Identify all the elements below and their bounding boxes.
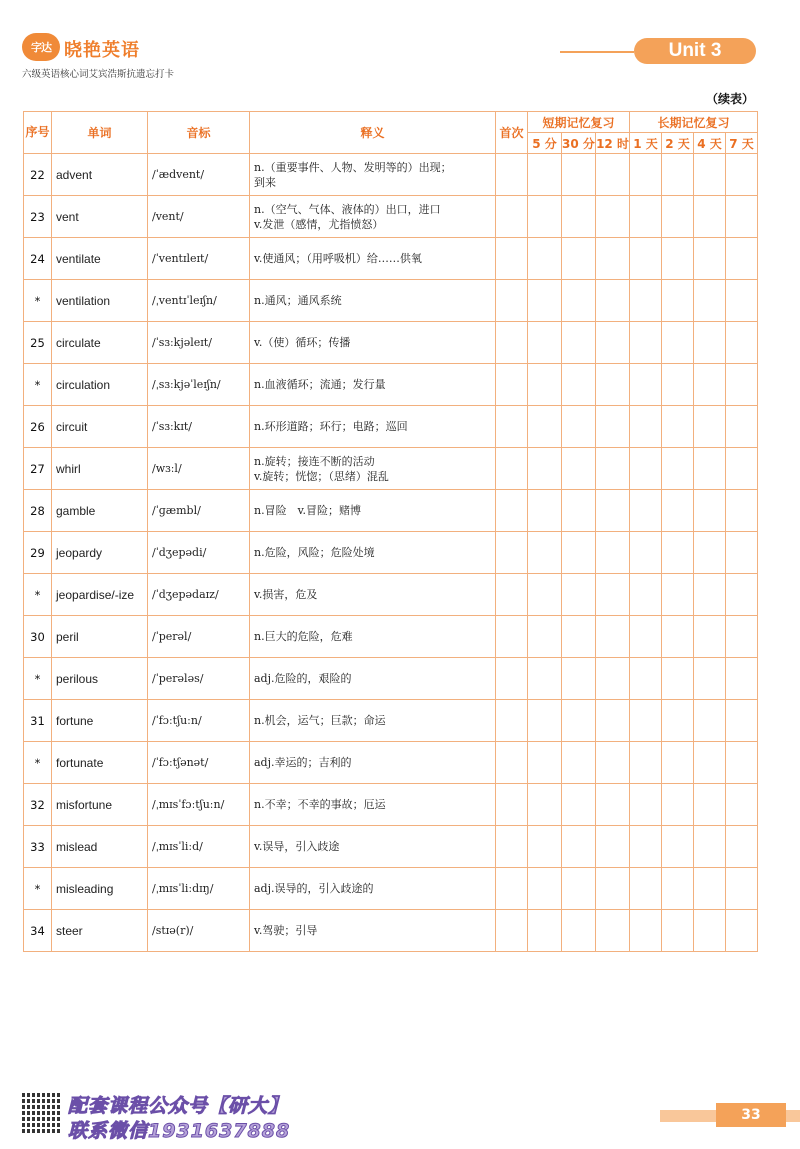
review-checkbox-cell[interactable] (528, 784, 562, 826)
header-short-col: 30 分 (562, 133, 596, 154)
row-definition (250, 868, 496, 910)
table-row (24, 784, 758, 826)
review-checkbox-cell[interactable] (596, 742, 630, 784)
review-checkbox-cell[interactable] (726, 364, 758, 406)
review-checkbox-cell[interactable] (662, 700, 694, 742)
review-checkbox-cell[interactable] (726, 448, 758, 490)
row-ipa: /vent/ (148, 196, 250, 238)
page-number: 33 (716, 1103, 786, 1127)
row-definition (250, 826, 496, 868)
row-definition (250, 910, 496, 952)
review-checkbox-cell[interactable] (694, 322, 726, 364)
review-checkbox-cell[interactable] (694, 154, 726, 196)
row-definition (250, 784, 496, 826)
row-word: jeopardise/-ize (52, 574, 148, 616)
header-long-term: 长期记忆复习 (630, 112, 758, 133)
review-checkbox-cell[interactable] (726, 322, 758, 364)
row-definition (250, 574, 496, 616)
table-row (24, 238, 758, 280)
review-checkbox-cell[interactable] (726, 490, 758, 532)
vocab-table (23, 111, 758, 952)
row-word: circulation (52, 364, 148, 406)
row-ipa: /ˈventɪleɪt/ (148, 238, 250, 280)
review-checkbox-cell[interactable] (694, 910, 726, 952)
table-row (24, 574, 758, 616)
review-checkbox-cell[interactable] (726, 742, 758, 784)
row-word: circulate (52, 322, 148, 364)
review-checkbox-cell[interactable] (528, 658, 562, 700)
definition-line: n.冒险 v.冒险；赌博 (254, 504, 361, 517)
review-checkbox-cell[interactable] (596, 322, 630, 364)
review-checkbox-cell[interactable] (528, 490, 562, 532)
review-checkbox-cell[interactable] (694, 700, 726, 742)
table-row (24, 910, 758, 952)
header-first: 首次 (496, 112, 528, 154)
table-row (24, 658, 758, 700)
review-checkbox-cell[interactable] (528, 238, 562, 280)
row-ipa: /ˈɡæmbl/ (148, 490, 250, 532)
review-checkbox-cell[interactable] (630, 826, 662, 868)
review-checkbox-cell[interactable] (726, 196, 758, 238)
review-checkbox-cell[interactable] (528, 322, 562, 364)
row-word: ventilation (52, 280, 148, 322)
review-checkbox-cell[interactable] (528, 910, 562, 952)
row-ipa: /ˈfɔːtʃənət/ (148, 742, 250, 784)
table-row (24, 868, 758, 910)
review-checkbox-cell[interactable] (694, 280, 726, 322)
definition-line: n.通风；通风系统 (254, 294, 342, 307)
row-ipa: /ˌmɪsˈfɔːtʃuːn/ (148, 784, 250, 826)
review-checkbox-cell[interactable] (694, 196, 726, 238)
review-checkbox-cell[interactable] (596, 364, 630, 406)
review-checkbox-cell[interactable] (496, 574, 528, 616)
review-checkbox-cell[interactable] (726, 406, 758, 448)
row-word: vent (52, 196, 148, 238)
review-checkbox-cell[interactable] (496, 322, 528, 364)
brand-name: 晓艳英语 (64, 40, 140, 61)
review-checkbox-cell[interactable] (662, 238, 694, 280)
review-checkbox-cell[interactable] (726, 280, 758, 322)
review-checkbox-cell[interactable] (694, 826, 726, 868)
row-seq: 26 (24, 406, 52, 448)
definition-line: n.机会，运气；巨款；命运 (254, 714, 386, 727)
review-checkbox-cell[interactable] (662, 616, 694, 658)
review-checkbox-cell[interactable] (662, 280, 694, 322)
review-checkbox-cell[interactable] (496, 532, 528, 574)
review-checkbox-cell[interactable] (694, 742, 726, 784)
table-row (24, 196, 758, 238)
definition-line: n.血液循环；流通；发行量 (254, 378, 386, 391)
row-ipa: /stɪə(r)/ (148, 910, 250, 952)
review-checkbox-cell[interactable] (528, 364, 562, 406)
definition-line: v.发泄（感情，尤指愤怒） (254, 217, 384, 231)
review-checkbox-cell[interactable] (662, 490, 694, 532)
review-checkbox-cell[interactable] (596, 574, 630, 616)
row-seq: * (24, 658, 52, 700)
review-checkbox-cell[interactable] (630, 868, 662, 910)
page-subtitle: 六级英语核心词艾宾浩斯抗遗忘打卡 (22, 69, 175, 80)
review-checkbox-cell[interactable] (662, 406, 694, 448)
review-checkbox-cell[interactable] (496, 658, 528, 700)
row-definition (250, 322, 496, 364)
review-checkbox-cell[interactable] (562, 574, 596, 616)
row-ipa: /ˌventɪˈleɪʃn/ (148, 280, 250, 322)
header-short-col: 12 时 (596, 133, 630, 154)
review-checkbox-cell[interactable] (694, 574, 726, 616)
review-checkbox-cell[interactable] (528, 826, 562, 868)
review-checkbox-cell[interactable] (528, 616, 562, 658)
review-checkbox-cell[interactable] (630, 910, 662, 952)
review-checkbox-cell[interactable] (528, 742, 562, 784)
header-long-col: 1 天 (630, 133, 662, 154)
definition-line: n.（空气、气体、液体的）出口，进口 (254, 202, 441, 216)
row-ipa: /ˈsɜːkɪt/ (148, 406, 250, 448)
review-checkbox-cell[interactable] (662, 364, 694, 406)
review-checkbox-cell[interactable] (662, 742, 694, 784)
review-checkbox-cell[interactable] (630, 154, 662, 196)
review-checkbox-cell[interactable] (596, 910, 630, 952)
review-checkbox-cell[interactable] (562, 616, 596, 658)
header-short-col: 5 分 (528, 133, 562, 154)
row-ipa: /ˌmɪsˈliːdɪŋ/ (148, 868, 250, 910)
review-checkbox-cell[interactable] (496, 490, 528, 532)
row-word: jeopardy (52, 532, 148, 574)
review-checkbox-cell[interactable] (496, 910, 528, 952)
review-checkbox-cell[interactable] (562, 490, 596, 532)
table-row (24, 742, 758, 784)
review-checkbox-cell[interactable] (630, 742, 662, 784)
definition-line: adj.误导的，引入歧途的 (254, 882, 374, 895)
row-seq: 32 (24, 784, 52, 826)
review-checkbox-cell[interactable] (596, 238, 630, 280)
row-ipa: /ˈperələs/ (148, 658, 250, 700)
definition-line: adj.危险的，艰险的 (254, 672, 352, 685)
review-checkbox-cell[interactable] (596, 532, 630, 574)
review-checkbox-cell[interactable] (496, 742, 528, 784)
row-seq: * (24, 574, 52, 616)
review-checkbox-cell[interactable] (496, 154, 528, 196)
row-ipa: /ˈsɜːkjəleɪt/ (148, 322, 250, 364)
review-checkbox-cell[interactable] (496, 826, 528, 868)
row-word: perilous (52, 658, 148, 700)
review-checkbox-cell[interactable] (596, 448, 630, 490)
row-seq: 24 (24, 238, 52, 280)
review-checkbox-cell[interactable] (496, 196, 528, 238)
review-checkbox-cell[interactable] (630, 574, 662, 616)
continued-label: （续表） (705, 92, 754, 106)
row-ipa: /ˈperəl/ (148, 616, 250, 658)
header-long-col: 4 天 (694, 133, 726, 154)
review-checkbox-cell[interactable] (662, 532, 694, 574)
row-word: misfortune (52, 784, 148, 826)
review-checkbox-cell[interactable] (528, 448, 562, 490)
row-word: gamble (52, 490, 148, 532)
review-checkbox-cell[interactable] (562, 448, 596, 490)
row-seq: * (24, 364, 52, 406)
review-checkbox-cell[interactable] (528, 154, 562, 196)
definition-line: v.旋转；恍惚；（思绪）混乱 (254, 469, 389, 483)
review-checkbox-cell[interactable] (694, 658, 726, 700)
review-checkbox-cell[interactable] (630, 784, 662, 826)
review-checkbox-cell[interactable] (726, 154, 758, 196)
definition-line: v.使通风；（用呼吸机）给……供氧 (254, 252, 422, 265)
review-checkbox-cell[interactable] (562, 364, 596, 406)
header-long-col: 7 天 (726, 133, 758, 154)
review-checkbox-cell[interactable] (726, 532, 758, 574)
row-word: ventilate (52, 238, 148, 280)
review-checkbox-cell[interactable] (630, 406, 662, 448)
review-checkbox-cell[interactable] (528, 532, 562, 574)
review-checkbox-cell[interactable] (694, 364, 726, 406)
review-checkbox-cell[interactable] (496, 448, 528, 490)
review-checkbox-cell[interactable] (726, 868, 758, 910)
row-seq: 30 (24, 616, 52, 658)
row-seq: 28 (24, 490, 52, 532)
review-checkbox-cell[interactable] (562, 532, 596, 574)
review-checkbox-cell[interactable] (694, 406, 726, 448)
review-checkbox-cell[interactable] (630, 532, 662, 574)
row-definition (250, 616, 496, 658)
row-seq: 22 (24, 154, 52, 196)
header-seq: 序号 (24, 112, 52, 154)
review-checkbox-cell[interactable] (496, 364, 528, 406)
definition-line: adj.幸运的；吉利的 (254, 756, 352, 769)
table-row (24, 322, 758, 364)
table-row (24, 154, 758, 196)
review-checkbox-cell[interactable] (496, 280, 528, 322)
review-checkbox-cell[interactable] (496, 700, 528, 742)
review-checkbox-cell[interactable] (562, 700, 596, 742)
review-checkbox-cell[interactable] (630, 448, 662, 490)
row-ipa: /wɜːl/ (148, 448, 250, 490)
brand-logo-icon: 字达 (22, 33, 60, 61)
row-definition (250, 406, 496, 448)
review-checkbox-cell[interactable] (562, 910, 596, 952)
review-checkbox-cell[interactable] (694, 238, 726, 280)
review-checkbox-cell[interactable] (662, 868, 694, 910)
review-checkbox-cell[interactable] (562, 826, 596, 868)
definition-line: v.（使）循环；传播 (254, 336, 351, 349)
review-checkbox-cell[interactable] (528, 196, 562, 238)
definition-line: 到来 (254, 175, 276, 189)
row-word: misleading (52, 868, 148, 910)
review-checkbox-cell[interactable] (596, 490, 630, 532)
review-checkbox-cell[interactable] (662, 826, 694, 868)
row-definition (250, 448, 496, 490)
table-row (24, 826, 758, 868)
review-checkbox-cell[interactable] (528, 868, 562, 910)
review-checkbox-cell[interactable] (596, 406, 630, 448)
review-checkbox-cell[interactable] (630, 616, 662, 658)
header-ipa: 音标 (148, 112, 250, 154)
review-checkbox-cell[interactable] (496, 616, 528, 658)
review-checkbox-cell[interactable] (562, 784, 596, 826)
review-checkbox-cell[interactable] (596, 868, 630, 910)
review-checkbox-cell[interactable] (562, 742, 596, 784)
table-row (24, 280, 758, 322)
review-checkbox-cell[interactable] (630, 364, 662, 406)
row-ipa: /ˈfɔːtʃuːn/ (148, 700, 250, 742)
review-checkbox-cell[interactable] (726, 658, 758, 700)
unit-badge: Unit 3 (634, 38, 756, 64)
review-checkbox-cell[interactable] (726, 238, 758, 280)
unit-divider (560, 51, 634, 53)
review-checkbox-cell[interactable] (528, 700, 562, 742)
review-checkbox-cell[interactable] (662, 154, 694, 196)
review-checkbox-cell[interactable] (496, 784, 528, 826)
review-checkbox-cell[interactable] (596, 280, 630, 322)
review-checkbox-cell[interactable] (662, 658, 694, 700)
review-checkbox-cell[interactable] (662, 448, 694, 490)
row-seq: * (24, 742, 52, 784)
review-checkbox-cell[interactable] (528, 574, 562, 616)
review-checkbox-cell[interactable] (726, 784, 758, 826)
header-long-col: 2 天 (662, 133, 694, 154)
header-definition: 释义 (250, 112, 496, 154)
row-ipa: /ˌsɜːkjəˈleɪʃn/ (148, 364, 250, 406)
table-row (24, 406, 758, 448)
definition-line: n.不幸；不幸的事故；厄运 (254, 798, 386, 811)
definition-line: n.巨大的危险，危难 (254, 630, 353, 643)
review-checkbox-cell[interactable] (496, 406, 528, 448)
row-seq: * (24, 280, 52, 322)
definition-line: n.危险，风险；危险处境 (254, 546, 375, 559)
row-word: peril (52, 616, 148, 658)
review-checkbox-cell[interactable] (596, 700, 630, 742)
row-definition (250, 364, 496, 406)
review-checkbox-cell[interactable] (694, 784, 726, 826)
review-checkbox-cell[interactable] (630, 658, 662, 700)
review-checkbox-cell[interactable] (596, 616, 630, 658)
review-checkbox-cell[interactable] (694, 490, 726, 532)
row-definition (250, 196, 496, 238)
promo-line-1: 配套课程公众号【研大】 (68, 1095, 289, 1117)
row-definition (250, 154, 496, 196)
row-seq: 25 (24, 322, 52, 364)
review-checkbox-cell[interactable] (630, 322, 662, 364)
row-ipa: /ˌmɪsˈliːd/ (148, 826, 250, 868)
review-checkbox-cell[interactable] (562, 280, 596, 322)
row-ipa: /ˈædvent/ (148, 154, 250, 196)
row-definition (250, 532, 496, 574)
review-checkbox-cell[interactable] (562, 196, 596, 238)
review-checkbox-cell[interactable] (562, 154, 596, 196)
review-checkbox-cell[interactable] (596, 154, 630, 196)
review-checkbox-cell[interactable] (596, 826, 630, 868)
review-checkbox-cell[interactable] (694, 532, 726, 574)
definition-line: n.环形道路；环行；电路；巡回 (254, 420, 408, 433)
review-checkbox-cell[interactable] (562, 658, 596, 700)
table-row (24, 532, 758, 574)
review-checkbox-cell[interactable] (694, 616, 726, 658)
review-checkbox-cell[interactable] (726, 910, 758, 952)
row-seq: 33 (24, 826, 52, 868)
definition-line: v.驾驶；引导 (254, 924, 318, 937)
row-seq: 29 (24, 532, 52, 574)
definition-line: v.误导，引入歧途 (254, 840, 340, 853)
review-checkbox-cell[interactable] (662, 196, 694, 238)
review-checkbox-cell[interactable] (662, 910, 694, 952)
review-checkbox-cell[interactable] (662, 784, 694, 826)
definition-line: n.旋转；接连不断的活动 (254, 454, 375, 468)
header-word: 单词 (52, 112, 148, 154)
review-checkbox-cell[interactable] (496, 868, 528, 910)
review-checkbox-cell[interactable] (630, 196, 662, 238)
review-checkbox-cell[interactable] (496, 238, 528, 280)
promo-line-2: 联系微信1931637888 (68, 1120, 291, 1142)
review-checkbox-cell[interactable] (630, 238, 662, 280)
review-checkbox-cell[interactable] (694, 868, 726, 910)
row-word: fortune (52, 700, 148, 742)
row-seq: 31 (24, 700, 52, 742)
review-checkbox-cell[interactable] (596, 658, 630, 700)
review-checkbox-cell[interactable] (630, 700, 662, 742)
table-row (24, 448, 758, 490)
row-definition (250, 658, 496, 700)
review-checkbox-cell[interactable] (528, 280, 562, 322)
review-checkbox-cell[interactable] (726, 616, 758, 658)
row-definition (250, 700, 496, 742)
review-checkbox-cell[interactable] (562, 238, 596, 280)
row-seq: 27 (24, 448, 52, 490)
review-checkbox-cell[interactable] (694, 448, 726, 490)
review-checkbox-cell[interactable] (528, 406, 562, 448)
row-definition (250, 238, 496, 280)
review-checkbox-cell[interactable] (662, 574, 694, 616)
row-word: circuit (52, 406, 148, 448)
review-checkbox-cell[interactable] (726, 574, 758, 616)
row-word: fortunate (52, 742, 148, 784)
row-ipa: /ˈdʒepədaɪz/ (148, 574, 250, 616)
review-checkbox-cell[interactable] (630, 490, 662, 532)
review-checkbox-cell[interactable] (596, 784, 630, 826)
row-seq: 23 (24, 196, 52, 238)
review-checkbox-cell[interactable] (562, 322, 596, 364)
row-definition (250, 742, 496, 784)
row-word: advent (52, 154, 148, 196)
review-checkbox-cell[interactable] (562, 406, 596, 448)
row-seq: 34 (24, 910, 52, 952)
row-word: steer (52, 910, 148, 952)
table-row (24, 700, 758, 742)
row-seq: * (24, 868, 52, 910)
table-row (24, 490, 758, 532)
row-word: whirl (52, 448, 148, 490)
definition-line: v.损害，危及 (254, 588, 318, 601)
row-ipa: /ˈdʒepədi/ (148, 532, 250, 574)
row-definition (250, 490, 496, 532)
qr-code-pattern (22, 1093, 62, 1133)
review-checkbox-cell[interactable] (562, 868, 596, 910)
review-checkbox-cell[interactable] (596, 196, 630, 238)
review-checkbox-cell[interactable] (726, 826, 758, 868)
definition-line: n.（重要事件、人物、发明等的）出现； (254, 160, 452, 174)
header-short-term: 短期记忆复习 (528, 112, 630, 133)
row-definition (250, 280, 496, 322)
table-row (24, 364, 758, 406)
review-checkbox-cell[interactable] (662, 322, 694, 364)
row-word: mislead (52, 826, 148, 868)
review-checkbox-cell[interactable] (726, 700, 758, 742)
review-checkbox-cell[interactable] (630, 280, 662, 322)
table-row (24, 616, 758, 658)
